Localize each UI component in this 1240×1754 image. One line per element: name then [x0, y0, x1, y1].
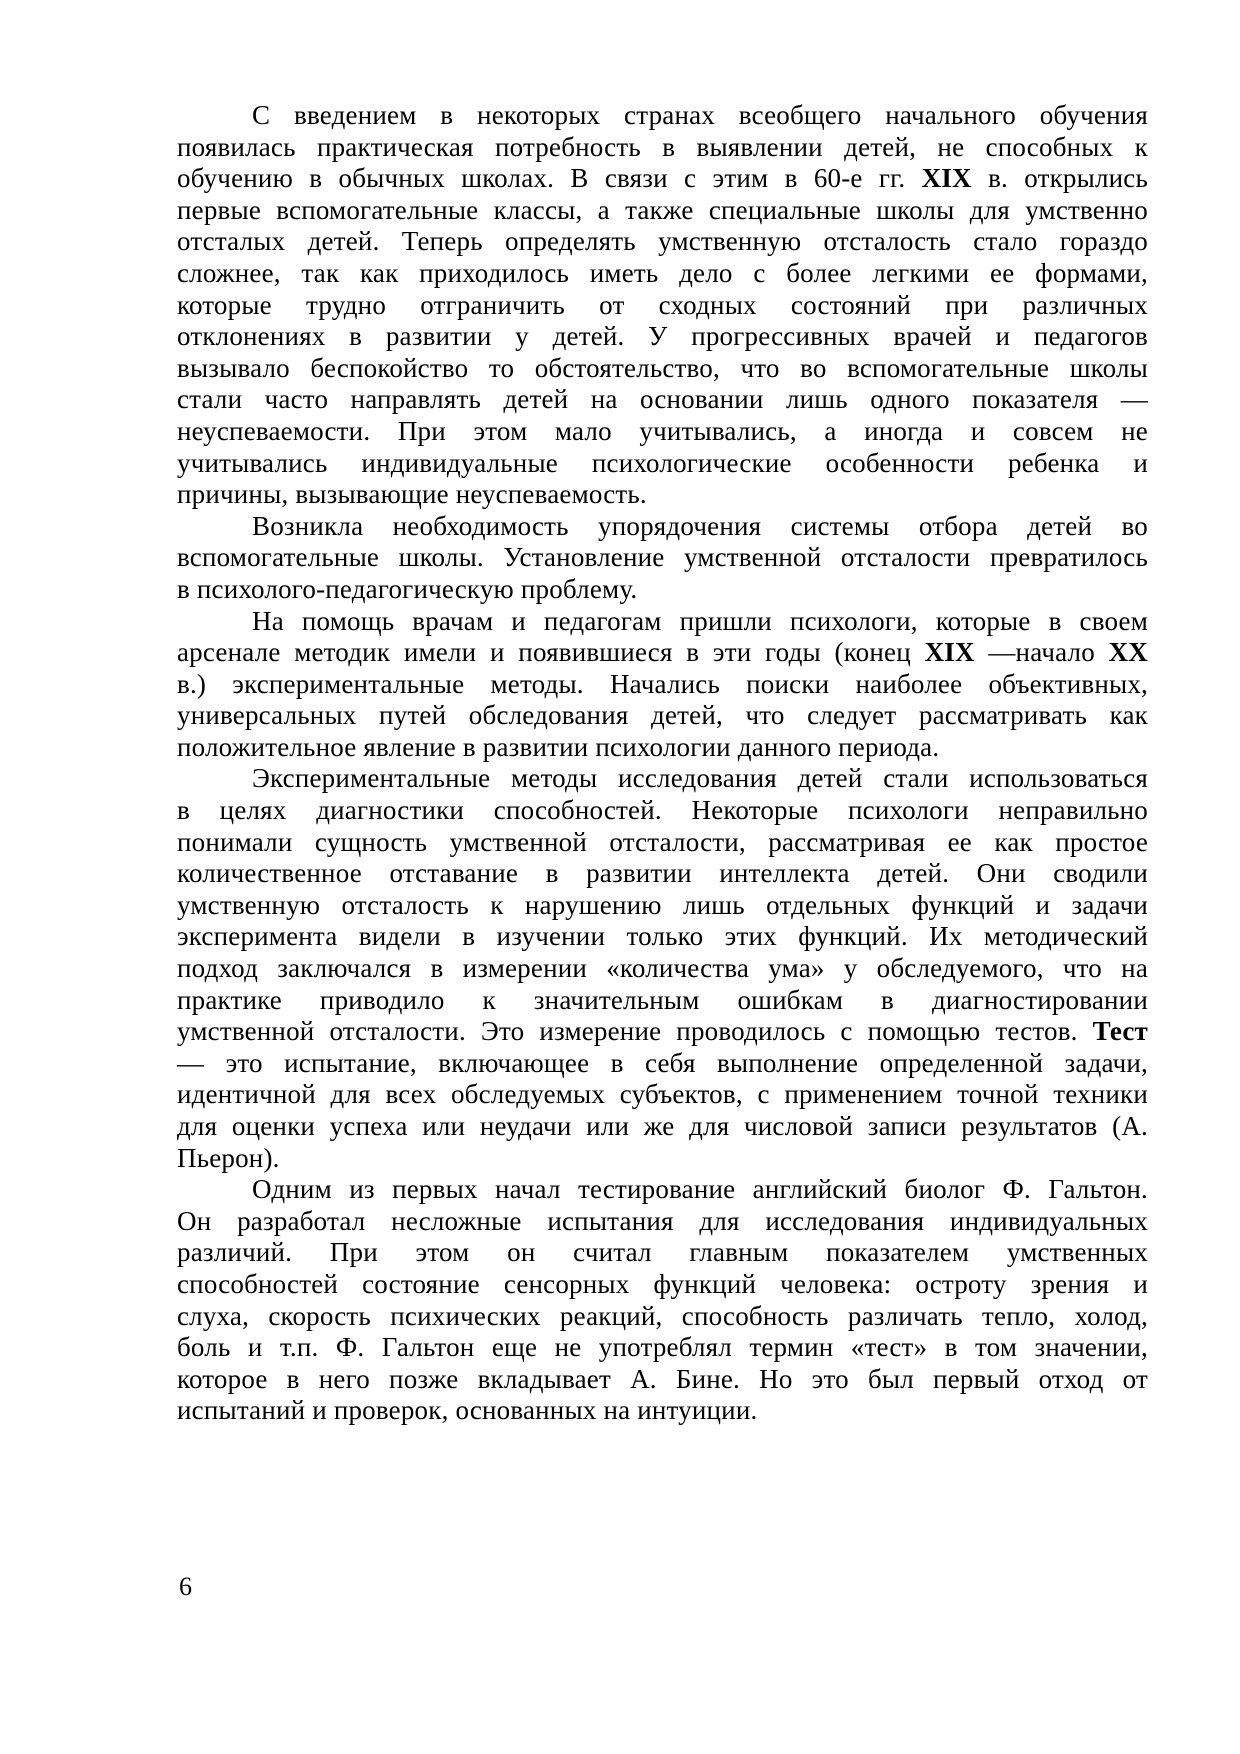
text-line: в.) экспериментальные методы. Начались поиски наиболее объективных,	[177, 668, 1148, 699]
text-line: различий. При этом он считал главным показателем умственных	[177, 1237, 1148, 1268]
text-line: Возникла необходимость упорядочения системы отбора детей во	[252, 510, 1148, 541]
text-line: способностей состояние сенсорных функций человека: остроту зрения и	[177, 1268, 1148, 1299]
text-line: которое в него позже вкладывает А. Бине. Но это был первый отход от	[177, 1363, 1148, 1394]
paragraph	[177, 511, 1148, 606]
text-line: понимали сущность умственной отсталости, рассматривая ее как простое	[177, 826, 1148, 857]
text-line: в целях диагностики способностей. Некоторые психологи неправильно	[177, 795, 1148, 826]
text-line: причины, вызывающие неуспеваемость.	[177, 479, 647, 510]
text-line: универсальных путей обследования детей, что следует рассматривать как	[177, 700, 1148, 731]
text-line: На помощь врачам и педагогам пришли психологи, которые в своем	[252, 605, 1148, 636]
text-line: практике приводило к значительным ошибкам в диагностировании	[177, 984, 1148, 1015]
text-line: Он разработал несложные испытания для исследования индивидуальных	[177, 1205, 1148, 1236]
text-line: Экспериментальные методы исследования детей стали использоваться	[252, 763, 1148, 794]
text-line: С введением в некоторых странах всеобщего начального обучения	[252, 100, 1148, 130]
text-line: стали часто направлять детей на основании лишь одного показателя —	[177, 384, 1148, 415]
text-line: идентичной для всех обследуемых субъектов, с применением точной техники	[177, 1079, 1148, 1110]
text-line: эксперимента видели в изучении только этих функций. Их методический	[177, 921, 1148, 952]
text-line: — это испытание, включающее в себя выполнение определенной задачи,	[177, 1047, 1148, 1078]
text-line: учитывались индивидуальные психологические особенности ребенка и	[177, 447, 1148, 478]
text-line: слуха, скорость психических реакций, способность различать тепло, холод,	[177, 1300, 1148, 1331]
text-line: умственную отсталость к нарушению лишь отдельных функций и задачи	[177, 889, 1148, 920]
text-line: вызывало беспокойство то обстоятельство, что во вспомогательные школы	[177, 352, 1148, 383]
text-line: сложнее, так как приходилось иметь дело с более легкими ее формами,	[177, 257, 1148, 288]
paragraph	[177, 763, 1148, 1174]
text-line: в психолого-педагогическую проблему.	[177, 573, 638, 604]
text-line: испытаний и проверок, основанных на интуиции.	[177, 1395, 758, 1426]
paragraph	[177, 1174, 1148, 1427]
text-line: Одним из первых начал тестирование английский биолог Ф. Гальтон.	[252, 1174, 1148, 1205]
paragraph	[177, 100, 1148, 511]
text-line: подход заключался в измерении «количества ума» у обследуемого, что на	[177, 953, 1148, 984]
text-line: для оценки успеха или неудачи или же для числовой записи результатов (А.	[177, 1111, 1148, 1141]
page-number: 6	[179, 1572, 192, 1601]
text-line: появилась практическая потребность в выявлении детей, не способных к	[177, 131, 1148, 162]
text-line: умственной отсталости. Это измерение проводилось с помощью тестов. Тест	[177, 1016, 1148, 1047]
text-line: арсенале методик имели и появившиеся в эти годы (конец XIX —начало XX	[177, 637, 1148, 668]
text-line: положительное явление в развитии психологии данного периода.	[177, 731, 940, 762]
text-line: которые трудно отграничить от сходных состояний при различных	[177, 289, 1148, 320]
text-line: отклонениях в развитии у детей. У прогрессивных врачей и педагогов	[177, 321, 1148, 352]
text-line: вспомогательные школы. Установление умственной отсталости превратилось	[177, 542, 1148, 573]
text-line: количественное отставание в развитии интеллекта детей. Они сводили	[177, 858, 1148, 889]
text-line: неуспеваемости. При этом мало учитывались, а иногда и совсем не	[177, 415, 1148, 446]
text-line: отсталых детей. Теперь определять умственную отсталость стало гораздо	[177, 226, 1148, 257]
text-line: Пьерон).	[177, 1142, 280, 1173]
text-line: боль и т.п. Ф. Гальтон еще не употреблял термин «тест» в том значении,	[177, 1332, 1148, 1363]
text-block	[177, 100, 1148, 1427]
text-line: первые вспомогательные классы, а также специальные школы для умственно	[177, 194, 1148, 225]
paragraph	[177, 606, 1148, 764]
text-line: обучению в обычных школах. В связи с этим в 60-е гг. XIX в. открылись	[177, 163, 1148, 194]
